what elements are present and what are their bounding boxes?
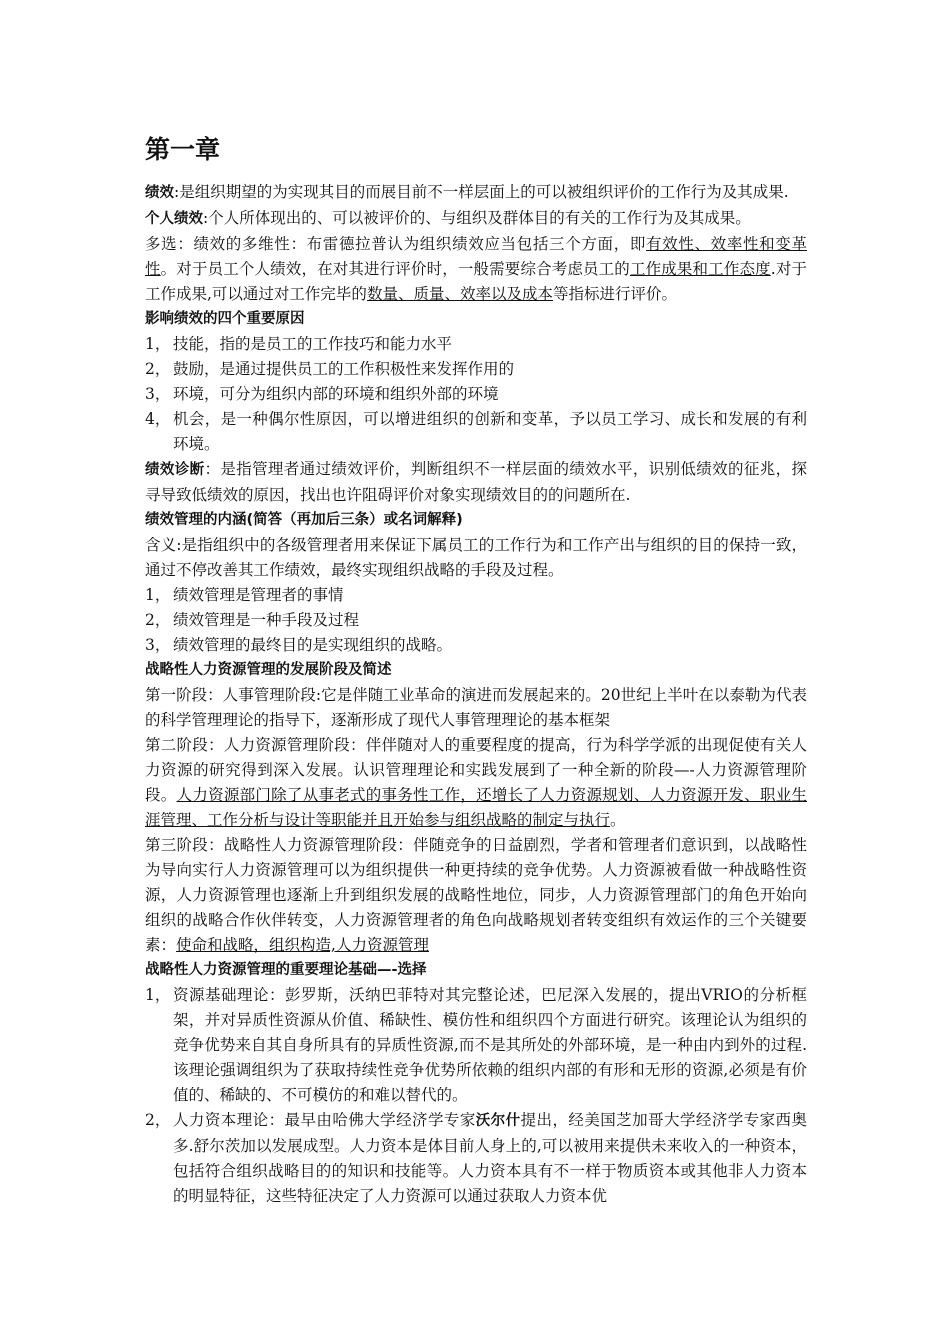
- list-text: 技能，指的是员工的工作技巧和能力水平: [173, 335, 453, 353]
- list-number: 1，: [145, 586, 171, 604]
- list-item: [145, 633, 807, 658]
- text-segment: 第三阶段：战略性人力资源管理阶段：伴随竞争的日益剧烈，学者和管理者们意识到，以战略性为导向实行人力资源管理可以为组织提供一种更持续的竞争优势。人力资源被看做一种战略性资源，人力资源管理也逐渐上升到组织发展的战略性地位，同步，人力资源管理部门的角色开始向组织的战略合作伙伴转变，人力资源管理者的角色向战略规划者转变组织有效运作的三个关键要素：: [145, 836, 807, 954]
- def-zhenduan: ：是指管理者通过绩效评价，判断组织不一样层面的绩效水平，识别低绩效的征兆，探寻导致低绩效的原因，找出也许阻碍评价对象实现绩效目的的问题所在.: [145, 460, 807, 504]
- paragraph-stage-3: [145, 833, 807, 958]
- bold-name: 沃尔什: [475, 1113, 521, 1129]
- def-jixiao: :是组织期望的为实现其目的而展目前不一样层面上的可以被组织评价的工作行为及其成果.: [174, 183, 789, 201]
- text-segment: .对于工作成果,可以通过对工作完毕的: [145, 260, 807, 303]
- paragraph-stage-1: 第一阶段：人事管理阶段:它是伴随工业革命的演进而发展起来的。20世纪上半叶在以泰勒为代表的科学管理理论的指导下，逐渐形成了现代人事管理理论的基本框架: [145, 686, 807, 729]
- def-geren: :个人所体现出的、可以被评价的、与组织及群体目的有关的工作行为及其成果。: [203, 209, 751, 227]
- definition-zhenduan: [145, 457, 807, 508]
- underlined-text: 工作成果和工作态度: [629, 260, 771, 278]
- list-text: 环境，可分为组织内部的环境和组织外部的环境: [173, 385, 499, 403]
- list-text: 绩效管理的最终目的是实现组织的战略。: [173, 636, 453, 654]
- underlined-text: 人力资源部门除了从事老式的事务性工作，还增长了人力资源规划、人力资源开发、职业生涯管理、工作分析与设计等职能并且开始参与组织战略的制定与执行: [145, 786, 807, 829]
- heading-stages: 战略性人力资源管理的发展阶段及简述: [145, 662, 392, 678]
- text-segment: 提出，经美国芝加哥大学经济学专家西奥多.舒尔茨加以发展成型。人力资本是体目前人身上的,可以被用来提供未来收入的一种资本，包括符合组织战略目的的知识和技能等。人力资本具有不一样于物质资本或其他非人力资本的明显特征，这些特征决定了人力资源可以通过获取人力资本优: [173, 1111, 807, 1205]
- list-text: 绩效管理是管理者的事情: [173, 586, 344, 604]
- list-number: 2，: [145, 611, 171, 629]
- definition-geren: [145, 206, 807, 232]
- heading-neihan: 绩效管理的内涵(简答（再加后三条）或名词解释): [145, 512, 463, 528]
- text-segment: 多选：绩效的多维性：布雷德拉普认为组织绩效应当包括三个方面，即: [145, 235, 647, 253]
- chapter-title: 第一章: [145, 135, 221, 164]
- text-segment: 。: [610, 811, 626, 829]
- paragraph-stage-2: [145, 733, 807, 833]
- list-item: [145, 608, 807, 633]
- paragraph-duoxuan: [145, 232, 807, 307]
- list-number: 2，: [145, 1111, 171, 1129]
- list-number: 1，: [145, 986, 171, 1004]
- list-item: [145, 583, 807, 608]
- term-jixiao: 绩效: [145, 185, 174, 201]
- text-segment: 。对于员工个人绩效，在对其进行评价时，一般需要综合考虑员工的: [160, 260, 630, 278]
- list-text: 绩效管理是一种手段及过程: [173, 611, 360, 629]
- heading-theory: 战略性人力资源管理的重要理论基础—-选择: [145, 962, 427, 978]
- list-number: 4，: [145, 410, 171, 428]
- paragraph-meaning: 含义:是指组织中的各级管理者用来保证下属员工的工作行为和工作产出与组织的目的保持一致，通过不停改善其工作绩效，最终实现组织战略的手段及过程。: [145, 536, 807, 579]
- list-item: [145, 332, 807, 357]
- heading-factors: 影响绩效的四个重要原因: [145, 311, 305, 327]
- document-body: [145, 132, 807, 1209]
- underlined-text: 有效性、效率性和变革性: [145, 235, 807, 278]
- text-segment: 人力资本理论：最早由哈佛大学经济学专家: [173, 1111, 476, 1129]
- list-number: 2，: [145, 360, 171, 378]
- list-number: 1，: [145, 335, 171, 353]
- definition-jixiao: [145, 180, 807, 206]
- list-text: 资源基础理论：彭罗斯，沃纳巴菲特对其完整论述，巴尼深入发展的，提出VRIO的分析框架，并对异质性资源从价值、稀缺性、模仿性和组织四个方面进行研究。该理论认为组织的竞争优势来自其自身所具有的异质性资源,而不是其所处的外部环境，是一种由内到外的过程.该理论强调组织为了获取持续性竞争优势所依赖的组织内部的有形和无形的资源,必须是有价值的、稀缺的、不可模仿的和难以替代的。: [173, 986, 807, 1104]
- list-item: [145, 983, 807, 1108]
- underlined-text: 数量、质量、效率以及成本: [366, 285, 553, 303]
- list-number: 3，: [145, 636, 171, 654]
- list-item: [145, 382, 807, 407]
- list-text: 机会，是一种偶尔性原因，可以增进组织的创新和变革，予以员工学习、成长和发展的有利环境。: [173, 410, 807, 453]
- term-geren: 个人绩效: [145, 211, 203, 227]
- list-item: [145, 407, 807, 457]
- list-item: [145, 357, 807, 382]
- list-number: 3，: [145, 385, 171, 403]
- term-zhenduan: 绩效诊断: [145, 462, 205, 478]
- text-segment: 第二阶段：人力资源管理阶段：伴伴随对人的重要程度的提高，行为科学学派的出现促使有关人力资源的研究得到深入发展。认识管理理论和实践发展到了一种全新的阶段—-人力资源管理阶段。: [145, 736, 807, 804]
- list-item: [145, 1108, 807, 1209]
- text-segment: 等指标进行评价。: [552, 285, 677, 303]
- list-text: 鼓励，是通过提供员工的工作积极性来发挥作用的: [173, 360, 515, 378]
- underlined-text: 使命和战略，组织构造,人力资源管理: [176, 936, 429, 954]
